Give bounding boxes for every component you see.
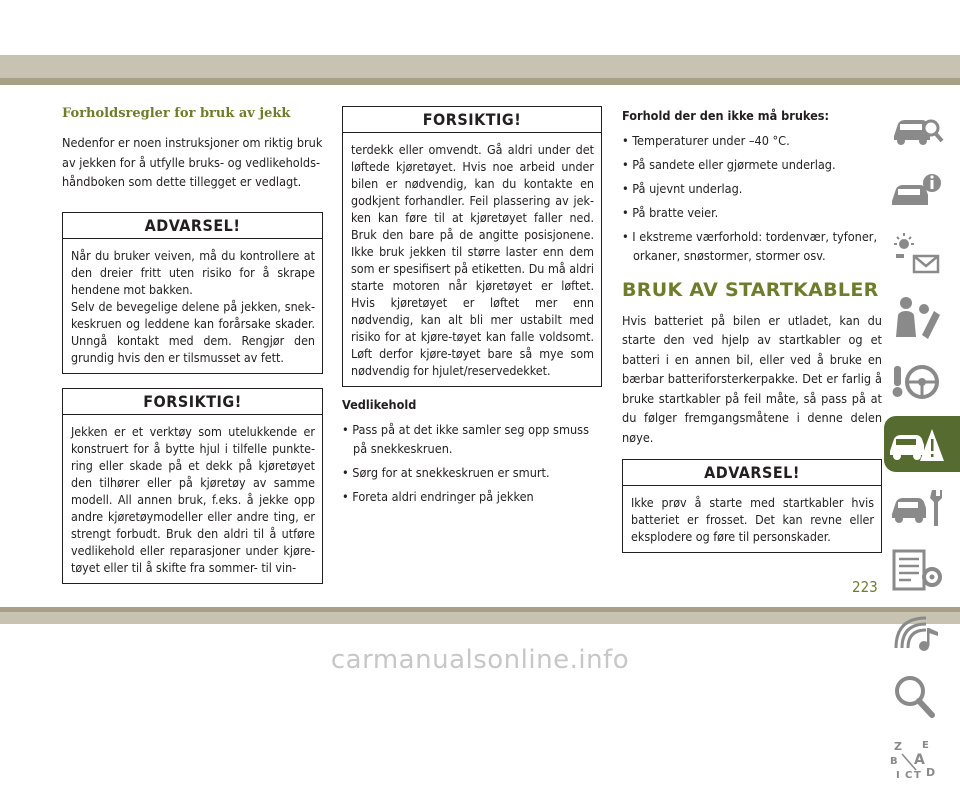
index-letter-a: A: [914, 752, 925, 768]
index-letter-b: B: [890, 756, 898, 767]
person-airbag-icon: [886, 293, 946, 343]
list-item: • Pass på at det ikke samler seg opp smuss på snekkeskruen.: [342, 421, 589, 456]
warning-heading-jump-start: ADVARSEL!: [623, 460, 881, 486]
index-letter-z: Z: [894, 740, 902, 753]
conditions-heading: Forhold der den ikke må brukes:: [622, 108, 830, 123]
jump-start-paragraph: Hvis batteriet på bilen er utladet, kan du starte den ved hjelp av startkabler og et batteri i en annen bil, eller ved å bruke en bærbar batteriforsterkerpakke. Det er farlig å bruke startkabler på feil måte, så pass på at du følger fremgangsmåtene i denne delen nøye.: [622, 312, 882, 445]
warning-body-jump-start: Ikke prøv å starte med startkabler hvis batteriet er frosset. Det kan revne eller eksplodere og føre til personskader.: [631, 495, 874, 544]
list-item: • På sandete eller gjørmete underlag.: [622, 156, 836, 172]
list-item: • På bratte veier.: [622, 204, 719, 220]
car-warning-triangle-icon: [886, 419, 946, 469]
warning-box-jack: [62, 212, 323, 374]
list-item: • Sørg for at snekkeskruen er smurt.: [342, 464, 550, 480]
alphabet-index-icon: [886, 734, 946, 784]
tab-technical-specifications[interactable]: [884, 542, 960, 598]
list-item: • Temperaturer under –40 °C.: [622, 132, 790, 148]
column-left: [62, 106, 323, 584]
page-number: 223: [852, 578, 878, 596]
tab-warning-lights[interactable]: [884, 227, 960, 283]
watermark: carmanualsonline.info: [330, 645, 630, 675]
warning-paragraph-2: Selv de bevegelige delene på jekken, snek-keskruen og leddene kan forårsake skader. Unngå kontakt med dem. Rengjør den grundig hvis den er tilsmusset av fett.: [71, 298, 315, 365]
tab-servicing-maintenance[interactable]: [884, 479, 960, 535]
tab-starting-operating[interactable]: [884, 353, 960, 409]
specifications-list-icon: [886, 545, 946, 595]
tab-car-search[interactable]: [884, 101, 960, 157]
chapter-tabs: [884, 101, 960, 794]
warning-lights-mail-icon: [886, 230, 946, 280]
tab-in-case-of-emergency[interactable]: [884, 416, 960, 472]
car-search-icon: [886, 104, 946, 154]
list-item: • I ekstreme værforhold: tordenvær, tyfoner, orkaner, snøstormer, stormer osv.: [622, 228, 878, 263]
section-title-jump-start: BRUK AV STARTKABLER: [622, 278, 879, 301]
warning-paragraph-1: Når du bruker veiven, må du kontrollere at den dreier fritt uten risiko for å skrape hendene mot bakken.: [71, 247, 315, 297]
index-letter-t: T: [914, 770, 921, 781]
tab-car-info[interactable]: [884, 164, 960, 220]
caution-heading-continued: FORSIKTIG!: [343, 107, 601, 133]
car-service-wrench-icon: [886, 482, 946, 532]
list-item: • Foreta aldri endringer på jekken: [342, 488, 534, 504]
car-info-icon: [886, 167, 946, 217]
magnifier-search-icon: [886, 671, 946, 721]
caution-box-continued: [342, 106, 602, 387]
warning-body: [63, 239, 322, 373]
footer-band: [0, 607, 960, 624]
intro-paragraph: Nedenfor er noen instruksjoner om riktig bruk av jekken for å utfylle bruks- og vedlikeholds-håndboken som dette tillegget er vedlagt.: [62, 135, 323, 189]
list-item: • På ujevnt underlag.: [622, 180, 743, 196]
caution-body: Jekken er et verktøy som utelukkende er konstruert for å bytte hjul i tilfelle punkte-ring eller skade på et dekk på kjøretøyet den tilhører eller på kjøretøy av samme modell. All annen bruk, f.eks. å jekke opp andre kjøretøymodeller eller andre ting, er strengt forbudt. Bruk den aldri til å utføre vedlikehold eller reparasjoner under kjøre-tøyet eller til å skifte fra sommer- til vin-: [71, 423, 315, 575]
caution-heading: FORSIKTIG!: [63, 389, 322, 415]
index-letter-e: E: [922, 740, 929, 751]
index-letter-d: D: [926, 766, 936, 779]
index-letter-c: C: [905, 770, 913, 781]
header-band: [0, 55, 960, 85]
column-right: [622, 106, 882, 553]
steering-wheel-icon: [886, 356, 946, 406]
column-middle: [342, 106, 602, 506]
warning-box-jump-start: [622, 459, 882, 553]
caution-box-jack: [62, 388, 323, 584]
caution-body-continued: terdekk eller omvendt. Gå aldri under det løftede kjøretøyet. Hvis noe arbeid under bilen er nødvendig, kan du kontakte en godkjent forhandler. Feil plassering av jek-ken kan føre til at kjøretøyet faller ned. Bruk den bare på de angitte posisjonene. Ikke bruk jekken til større laster enn dem som er spesifisert på etiketten. Du må aldri starte motoren når kjøretøyet er løftet. Hvis kjøretøyet er løftet mer enn nødvendig, kan alt bli mer ustabilt med risiko for at kjøre-tøyet kan falle voldsomt. Løft derfor kjøre-tøyet bare så mye som nødvendig for hjulet/reservedekket.: [351, 142, 594, 378]
tab-safety[interactable]: [884, 290, 960, 346]
warning-heading: ADVARSEL!: [63, 213, 322, 239]
index-letter-i: I: [896, 770, 900, 781]
maintenance-heading: Vedlikehold: [342, 397, 417, 412]
tab-customer-assistance[interactable]: [884, 668, 960, 724]
tab-index[interactable]: [884, 731, 960, 787]
section-title-jack: Forholdsregler for bruk av jekk: [62, 106, 291, 121]
